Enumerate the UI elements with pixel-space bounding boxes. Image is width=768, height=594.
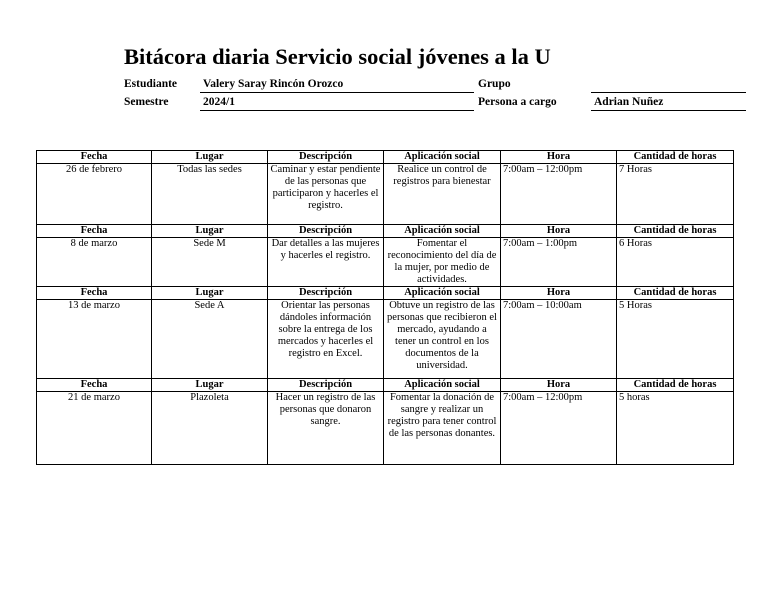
- header-hours: Cantidad de horas: [617, 225, 734, 238]
- cell-date: 13 de marzo: [37, 300, 152, 379]
- header-date: Fecha: [37, 287, 152, 300]
- header-place: Lugar: [152, 287, 268, 300]
- student-label: Estudiante: [124, 78, 178, 90]
- cell-time: 7:00am – 12:00pm: [501, 164, 617, 225]
- cell-social-application: Obtuve un registro de las personas que recibieron el mercado, ayudando a tener un control en los documentos de la universidad.: [384, 300, 501, 379]
- header-social-application: Aplicación social: [384, 379, 501, 392]
- cell-place: Sede A: [152, 300, 268, 379]
- cell-hours: 7 Horas: [617, 164, 734, 225]
- cell-date: 8 de marzo: [37, 238, 152, 287]
- semester-field: 2024/1: [200, 95, 474, 111]
- header-place: Lugar: [152, 151, 268, 164]
- header-row: [37, 225, 734, 238]
- cell-place: Todas las sedes: [152, 164, 268, 225]
- cell-hours: 5 horas: [617, 392, 734, 465]
- cell-hours: 6 Horas: [617, 238, 734, 287]
- cell-description: Hacer un registro de las personas que donaron sangre.: [268, 392, 384, 465]
- cell-place: Sede M: [152, 238, 268, 287]
- header-place: Lugar: [152, 225, 268, 238]
- header-description: Descripción: [268, 287, 384, 300]
- semester-label: Semestre: [124, 96, 169, 108]
- supervisor-label: Persona a cargo: [478, 96, 557, 108]
- supervisor-field: Adrian Nuñez: [591, 95, 746, 111]
- header-social-application: Aplicación social: [384, 287, 501, 300]
- header-hours: Cantidad de horas: [617, 151, 734, 164]
- header-date: Fecha: [37, 379, 152, 392]
- cell-date: 26 de febrero: [37, 164, 152, 225]
- cell-time: 7:00am – 10:00am: [501, 300, 617, 379]
- activity-log-table: [36, 150, 734, 465]
- cell-place: Plazoleta: [152, 392, 268, 465]
- cell-description: Dar detalles a las mujeres y hacerles el registro.: [268, 238, 384, 287]
- header-description: Descripción: [268, 151, 384, 164]
- header-time: Hora: [501, 151, 617, 164]
- header-description: Descripción: [268, 225, 384, 238]
- cell-date: 21 de marzo: [37, 392, 152, 465]
- cell-social-application: Fomentar el reconocimiento del día de la mujer, por medio de actividades.: [384, 238, 501, 287]
- header-date: Fecha: [37, 151, 152, 164]
- cell-time: 7:00am – 1:00pm: [501, 238, 617, 287]
- cell-description: Orientar las personas dándoles información sobre la entrega de los mercados y hacerles el registro en Excel.: [268, 300, 384, 379]
- header-date: Fecha: [37, 225, 152, 238]
- header-time: Hora: [501, 287, 617, 300]
- header-row: [37, 379, 734, 392]
- table-row: [37, 164, 734, 225]
- cell-time: 7:00am – 12:00pm: [501, 392, 617, 465]
- page-title: Bitácora diaria Servicio social jóvenes a la U: [124, 44, 551, 69]
- header-social-application: Aplicación social: [384, 225, 501, 238]
- cell-hours: 5 Horas: [617, 300, 734, 379]
- header-description: Descripción: [268, 379, 384, 392]
- table-row: [37, 392, 734, 465]
- header-row: [37, 151, 734, 164]
- table-row: [37, 300, 734, 379]
- header-time: Hora: [501, 379, 617, 392]
- header-hours: Cantidad de horas: [617, 379, 734, 392]
- table-row: [37, 238, 734, 287]
- header-time: Hora: [501, 225, 617, 238]
- group-field: [591, 77, 746, 93]
- student-field: Valery Saray Rincón Orozco: [200, 77, 474, 93]
- header-row: [37, 287, 734, 300]
- cell-social-application: Fomentar la donación de sangre y realizar un registro para tener control de las personas donantes.: [384, 392, 501, 465]
- activity-log-body: [37, 151, 734, 465]
- group-label: Grupo: [478, 78, 511, 90]
- cell-description: Caminar y estar pendiente de las personas que participaron y hacerles el registro.: [268, 164, 384, 225]
- cell-social-application: Realice un control de registros para bienestar: [384, 164, 501, 225]
- header-social-application: Aplicación social: [384, 151, 501, 164]
- header-hours: Cantidad de horas: [617, 287, 734, 300]
- header-place: Lugar: [152, 379, 268, 392]
